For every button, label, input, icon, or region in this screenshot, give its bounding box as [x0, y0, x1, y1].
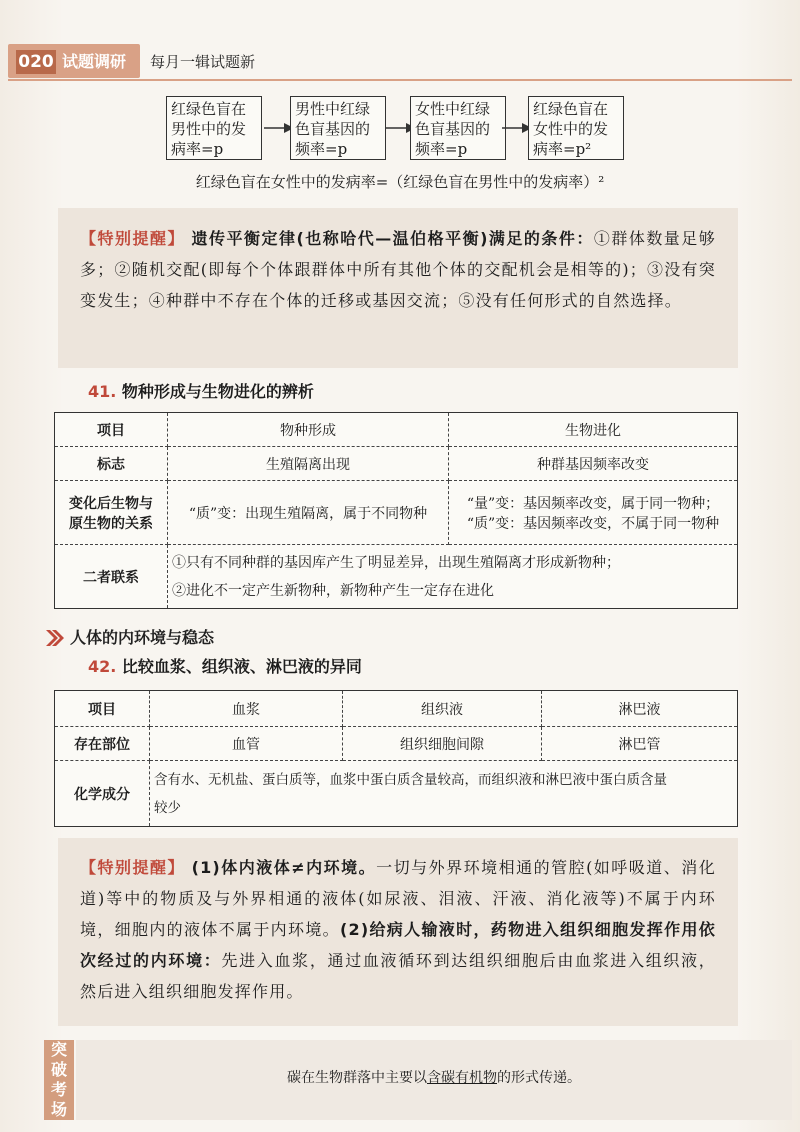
- reminder-2-bold-2: (2)给病人输液时，药物进入组织细胞发挥作用依次经过的内环境：: [80, 920, 716, 970]
- table-cell: 血管: [150, 727, 343, 761]
- chapter-heading: [48, 626, 214, 650]
- flow-box-text: 男性中红绿: [295, 100, 371, 118]
- species-vs-evolution-table: [54, 412, 738, 609]
- label-line: 原生物的关系: [69, 515, 153, 532]
- frequency-flow: [0, 96, 800, 192]
- flow-box-text: 病率=p²: [533, 140, 592, 158]
- label-line: 变化后生物与: [69, 495, 153, 512]
- cell-line: ②进化不一定产生新物种，新物种产生一定存在进化: [172, 582, 494, 599]
- cell-line: 含有水、无机盐、蛋白质等，血浆中蛋白质含量较高，而组织液和淋巴液中蛋白质含量: [154, 771, 667, 788]
- table-row: [55, 447, 738, 481]
- table-cell: 生殖隔离出现: [168, 447, 449, 481]
- table-cell: 淋巴管: [542, 727, 738, 761]
- special-reminder-2: [58, 838, 738, 1026]
- header-subtitle: 每月一辑试题新: [150, 53, 256, 71]
- flow-box-text: 色盲基因的: [415, 120, 491, 138]
- flow-box-text: 女性中的发: [533, 120, 609, 138]
- reminder-tag: 【特别提醒】: [80, 229, 185, 248]
- flow-box-text: 红绿色盲在: [533, 100, 609, 118]
- table-cell: 组织细胞间隙: [343, 727, 542, 761]
- footer-note: [76, 1068, 792, 1088]
- side-tab-char: 突: [50, 1040, 67, 1059]
- section-title-text: 比较血浆、组织液、淋巴液的异同: [121, 657, 362, 676]
- table-row: [55, 481, 738, 545]
- table-header: 淋巴液: [542, 691, 738, 727]
- table-cell-label: 二者联系: [55, 545, 168, 609]
- table-cell: [150, 761, 738, 827]
- side-tab-char: 场: [50, 1100, 67, 1119]
- side-tab: [44, 1040, 74, 1120]
- table-header: 组织液: [343, 691, 542, 727]
- footer-text: 的形式传递。: [497, 1070, 581, 1086]
- body-fluids-table: [54, 690, 738, 827]
- flow-box-text: 色盲基因的: [295, 120, 371, 138]
- section-number: 41.: [88, 382, 117, 401]
- reminder-2-text-1: 一切与外界环境相通的管腔(如呼吸道、消化道)等中的物质及与外界相通的液体(如尿液、泪液、汗液、消化液等)不属于内环境，细胞内的液体不属于内环境。: [80, 858, 716, 939]
- flow-box-text: 频率=p: [415, 140, 468, 158]
- table-cell: “质”变：出现生殖隔离，属于不同物种: [168, 481, 449, 545]
- reminder-tag: 【特别提醒】: [80, 858, 185, 877]
- table-cell-label: [55, 481, 168, 545]
- section-title-text: 物种形成与生物进化的辨析: [121, 382, 314, 401]
- table-cell: [168, 545, 738, 609]
- section-number: 42.: [88, 657, 117, 676]
- table-row: [55, 413, 738, 447]
- page-header: [0, 44, 800, 84]
- header-rule: [8, 79, 792, 81]
- section-42-heading: [88, 656, 362, 678]
- section-41-heading: [88, 381, 314, 403]
- table-row: [55, 761, 738, 827]
- reminder-1-text: ①群体数量足够多；②随机交配(即每个个体跟群体中所有其他个体的交配机会是相等的)；③没有突变发生；④种群中不存在个体的迁移或基因交流；⑤没有任何形式的自然选择。: [80, 229, 716, 310]
- cell-line: “质”变：基因频率改变，不属于同一物种: [466, 515, 720, 532]
- table-header: 物种形成: [168, 413, 449, 447]
- table-cell: [449, 481, 738, 545]
- flow-box-3: [410, 96, 506, 160]
- table-cell-label: 存在部位: [55, 727, 150, 761]
- table-row: [55, 727, 738, 761]
- flow-box-4: [528, 96, 624, 160]
- reminder-1-bold: 遗传平衡定律(也称哈代—温伯格平衡)满足的条件：: [191, 229, 594, 248]
- cell-line: 较少: [154, 799, 181, 816]
- chapter-title: 人体的内环境与稳态: [70, 628, 215, 647]
- table-cell-label: 标志: [55, 447, 168, 481]
- cell-line: “量”变：基因频率改变，属于同一物种；: [466, 495, 720, 512]
- footer-underlined: 含碳有机物: [427, 1070, 497, 1086]
- table-header: 项目: [55, 413, 168, 447]
- reminder-2-bold-1: (1)体内液体≠内环境。: [191, 858, 377, 877]
- flow-box-text: 男性中的发: [171, 120, 247, 138]
- side-tab-char: 破: [50, 1060, 67, 1079]
- footer-box: [76, 1040, 792, 1120]
- table-row: [55, 691, 738, 727]
- flow-box-text: 女性中红绿: [415, 100, 491, 118]
- reminder-2-paragraph: [80, 852, 716, 1007]
- flow-box-1: [166, 96, 262, 160]
- side-tab-char: 考: [50, 1080, 67, 1099]
- footer-text: 碳在生物群落中主要以: [287, 1070, 427, 1086]
- table-header: 项目: [55, 691, 150, 727]
- flow-box-2: [290, 96, 386, 160]
- double-chevron-icon: [46, 630, 64, 646]
- table-header: 生物进化: [449, 413, 738, 447]
- cell-line: ①只有不同种群的基因库产生了明显差异，出现生殖隔离才形成新物种；: [172, 554, 620, 571]
- flow-formula: 红绿色盲在女性中的发病率=（红绿色盲在男性中的发病率）²: [195, 173, 605, 191]
- table-cell-label: 化学成分: [55, 761, 150, 827]
- flow-box-text: 频率=p: [295, 140, 348, 158]
- table-row: [55, 545, 738, 609]
- flow-box-text: 病率=p: [171, 140, 224, 158]
- reminder-2-text-2: 先进入血浆，通过血液循环到达组织细胞后由血浆进入组织液，然后进入组织细胞发挥作用。: [80, 951, 716, 1001]
- page-number: 020: [16, 50, 56, 74]
- section-title: 试题调研: [62, 52, 127, 71]
- table-cell: 种群基因频率改变: [449, 447, 738, 481]
- flow-box-text: 红绿色盲在: [171, 100, 247, 118]
- table-header: 血浆: [150, 691, 343, 727]
- reminder-1-paragraph: [80, 223, 716, 316]
- special-reminder-1: [58, 208, 738, 368]
